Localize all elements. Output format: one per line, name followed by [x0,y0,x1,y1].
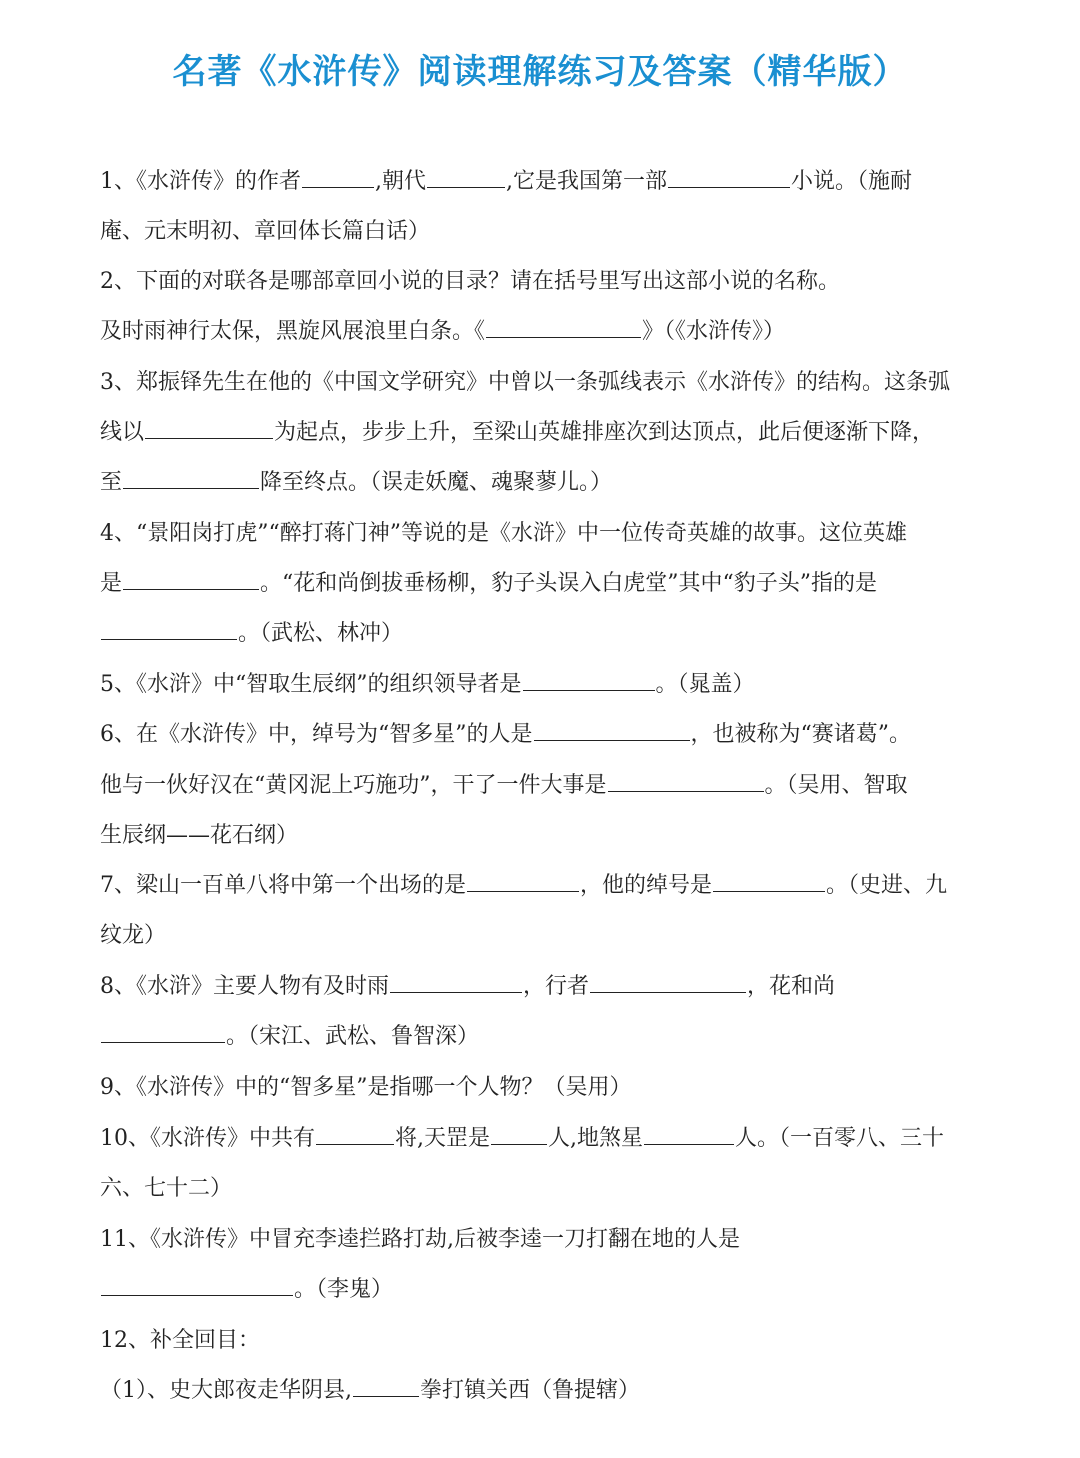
text: ,朝代 [375,169,426,194]
q1-answer-line [100,217,430,247]
text: 人,地煞星 [548,1126,643,1151]
blank [427,167,505,188]
q3-line-2 [100,418,934,448]
text: 将,天罡是 [395,1126,490,1151]
text: ,它是我国第一部 [506,169,667,194]
text: 至 [100,470,123,495]
q3-line [100,368,950,398]
blank [467,871,579,892]
text: 庵、元末明初、章回体长篇白话） [100,219,431,244]
text: 是 [100,571,123,596]
text: ，行者 [523,974,590,999]
q2-couplet-line [100,317,785,347]
text: ，也被称为“赛诸葛”。 [690,722,911,747]
blank [145,418,273,439]
text: 3、郑振铎先生在他的《中国文学研究》中曾以一条弧线表示《水浒传》的结构。这条弧 [100,370,950,395]
text: ，花和尚 [747,974,836,999]
text: 11、《水浒传》中冒充李逵拦路打劫,后被李逵一刀打翻在地的人是 [100,1227,740,1252]
text: 。（吴用、智取 [764,773,908,798]
blank [644,1124,734,1145]
blank [302,167,374,188]
text: 。（宋江、武松、鲁智深） [226,1024,480,1049]
q6-line [100,720,911,750]
blank [101,1022,225,1043]
blank [123,468,259,489]
text: 1、《水浒传》的作者 [100,169,301,194]
blank [316,1124,394,1145]
blank [101,619,237,640]
q10-line-2 [100,1174,232,1204]
q8-line [100,972,835,1002]
text: 及时雨神行太保，黑旋风展浪里白条。《 [100,319,486,344]
text: 10、《水浒传》中共有 [100,1126,315,1151]
text: 。（晁盖） [655,672,755,697]
text: 生辰纲——花石纲） [100,823,299,848]
q6-line-2 [100,771,908,801]
text: 为起点，步步上升，至梁山英雄排座次到达顶点，此后便逐渐下降， [274,420,935,445]
text: 2、下面的对联各是哪部章回小说的目录？请在括号里写出这部小说的名称。 [100,269,840,294]
q3-line-3 [100,468,612,498]
text: 拳打镇关西（鲁提辖） [420,1378,641,1403]
q4-line [100,519,907,549]
text: 人。（一百零八、三十 [735,1126,945,1151]
text: 。（李鬼） [294,1277,394,1302]
text: 。（史进、九 [826,873,948,898]
q2-line [100,267,840,297]
page-title: 名著《水浒传》阅读理解练习及答案（精华版） [172,52,908,92]
blank [101,1275,293,1296]
blank [713,871,825,892]
text: 9、《水浒传》中的“智多星”是指哪一个人物？（吴用） [100,1075,632,1100]
text: 。“花和尚倒拔垂杨柳，豹子头误入白虎堂”其中“豹子头”指的是 [260,571,878,596]
blank [534,720,690,741]
text: 5、《水浒》中“智取生辰纲”的组织领导者是 [100,672,522,697]
text: 7、梁山一百单八将中第一个出场的是 [100,873,466,898]
blank [608,771,764,792]
blank [523,670,655,691]
blank [486,317,641,338]
text: 六、七十二） [100,1176,233,1201]
text: （1）、史大郎夜走华阴县, [100,1378,352,1403]
blank [590,972,746,993]
q12-item-1 [100,1376,640,1406]
blank [353,1376,419,1397]
q8-line-2 [100,1022,479,1052]
text: 降至终点。（误走妖魔、魂聚蓼儿。） [260,470,613,495]
text: 小说。（施耐 [791,169,913,194]
q5-line [100,670,755,700]
text: 6、在《水浒传》中，绰号为“智多星”的人是 [100,722,533,747]
q1-line [100,167,912,197]
q9-line [100,1073,632,1103]
q6-line-3 [100,821,298,851]
q12-line [100,1326,260,1356]
q10-line [100,1124,944,1154]
text: 线以 [100,420,145,445]
q11-line-2 [100,1275,393,1305]
text: 4、“景阳岗打虎”“醉打蒋门神”等说的是《水浒》中一位传奇英雄的故事。这位英雄 [100,521,907,546]
q7-line [100,871,947,901]
text: ，他的绰号是 [580,873,713,898]
q4-line-2 [100,569,877,599]
blank [491,1124,547,1145]
blank [123,569,259,590]
text: 》（《水浒传》） [642,319,786,344]
text: 12、补全回目： [100,1328,260,1353]
text: 纹龙） [100,923,167,948]
q11-line [100,1225,740,1255]
blank [390,972,522,993]
q7-line-2 [100,921,166,951]
text: 他与一伙好汉在“黄冈泥上巧施功”，干了一件大事是 [100,773,607,798]
blank [668,167,790,188]
q4-line-3 [100,619,403,649]
text: 8、《水浒》主要人物有及时雨 [100,974,389,999]
text: 。（武松、林冲） [238,621,404,646]
